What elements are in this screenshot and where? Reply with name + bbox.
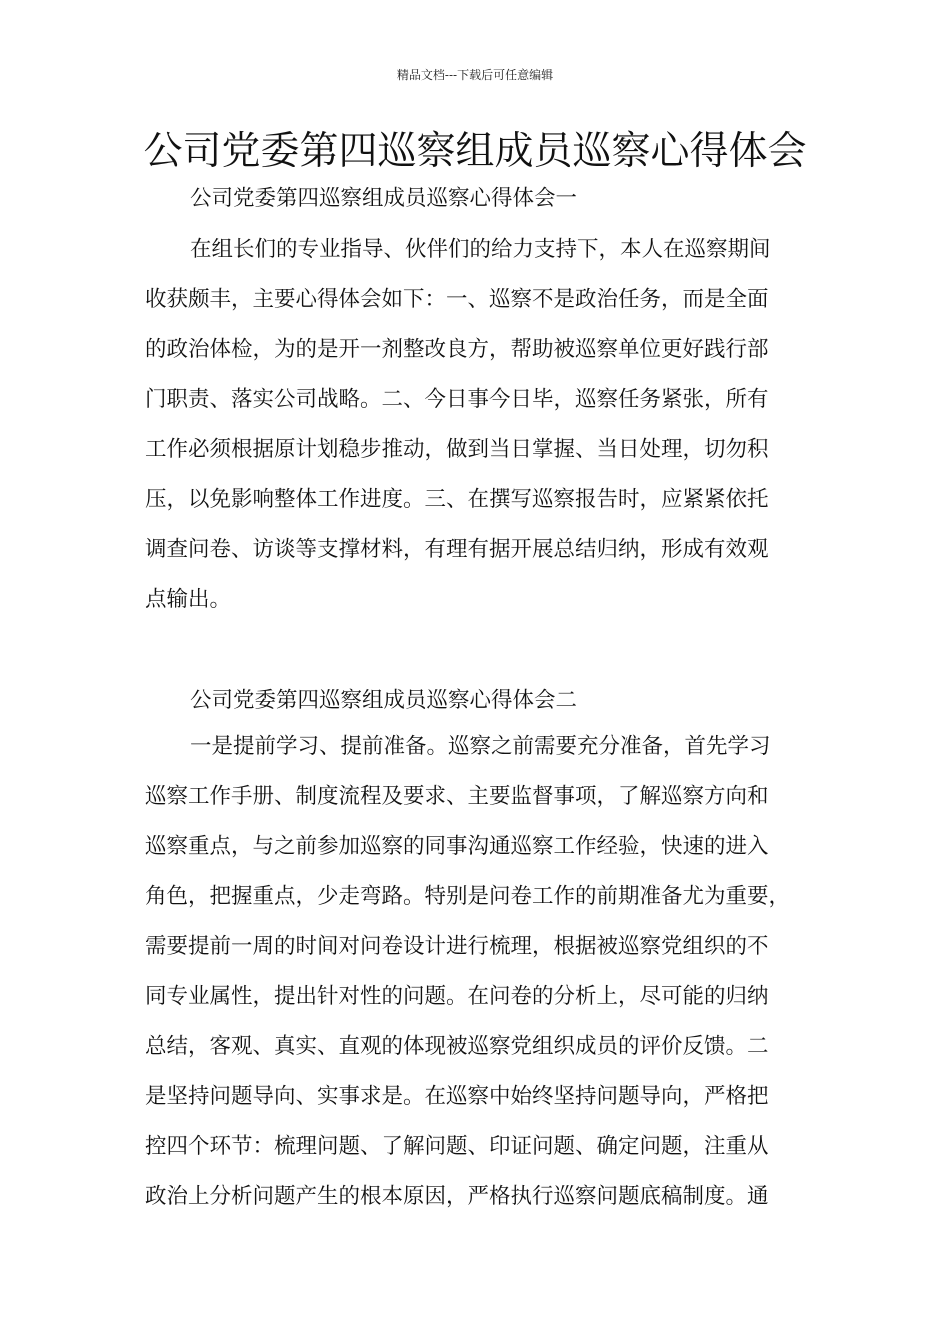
paragraph-line: 控四个环节：梳理问题、了解问题、印证问题、确定问题，注重从 [145, 1134, 769, 1159]
paragraph-line: 调查问卷、访谈等支撑材料，有理有据开展总结归纳，形成有效观 [145, 537, 769, 562]
paragraph-line: 是坚持问题导向、实事求是。在巡察中始终坚持问题导向，严格把 [145, 1084, 769, 1109]
paragraph-line: 收获颇丰，主要心得体会如下：一、巡察不是政治任务，而是全面 [145, 287, 769, 312]
paragraph-line: 总结，客观、真实、直观的体现被巡察党组织成员的评价反馈。二 [145, 1034, 769, 1059]
paragraph-line: 压，以免影响整体工作进度。三、在撰写巡察报告时，应紧紧依托 [145, 487, 769, 512]
paragraph-line: 巡察工作手册、制度流程及要求、主要监督事项，了解巡察方向和 [145, 784, 769, 809]
section-2-heading: 公司党委第四巡察组成员巡察心得体会二 [190, 688, 578, 713]
paragraph-line: 工作必须根据原计划稳步推动，做到当日掌握、当日处理，切勿积 [145, 437, 769, 462]
paragraph-line: 需要提前一周的时间对问卷设计进行梳理，根据被巡察党组织的不 [145, 934, 769, 959]
section-2-paragraph [145, 722, 825, 1222]
paragraph-line: 的政治体检，为的是开一剂整改良方，帮助被巡察单位更好践行部 [145, 337, 769, 362]
paragraph-line: 同专业属性，提出针对性的问题。在问卷的分析上，尽可能的归纳 [145, 984, 769, 1009]
paragraph-line: 在组长们的专业指导、伙伴们的给力支持下，本人在巡察期间 [190, 237, 771, 262]
paragraph-line: 一是提前学习、提前准备。巡察之前需要充分准备，首先学习 [190, 734, 771, 759]
paragraph-line: 角色，把握重点，少走弯路。特别是问卷工作的前期准备尤为重要， [145, 884, 791, 909]
paragraph-line: 点输出。 [145, 587, 232, 612]
header-note: 精品文档---下载后可任意编辑 [396, 68, 554, 82]
paragraph-line: 门职责、落实公司战略。二、今日事今日毕，巡察任务紧张，所有 [145, 387, 769, 412]
paragraph-line: 巡察重点，与之前参加巡察的同事沟通巡察工作经验，快速的进入 [145, 834, 769, 859]
paragraph-line: 政治上分析问题产生的根本原因，严格执行巡察问题底稿制度。通 [145, 1184, 769, 1209]
section-1-heading: 公司党委第四巡察组成员巡察心得体会一 [190, 186, 578, 211]
document-title: 公司党委第四巡察组成员巡察心得体会 [143, 129, 807, 174]
section-1-paragraph [145, 225, 825, 625]
